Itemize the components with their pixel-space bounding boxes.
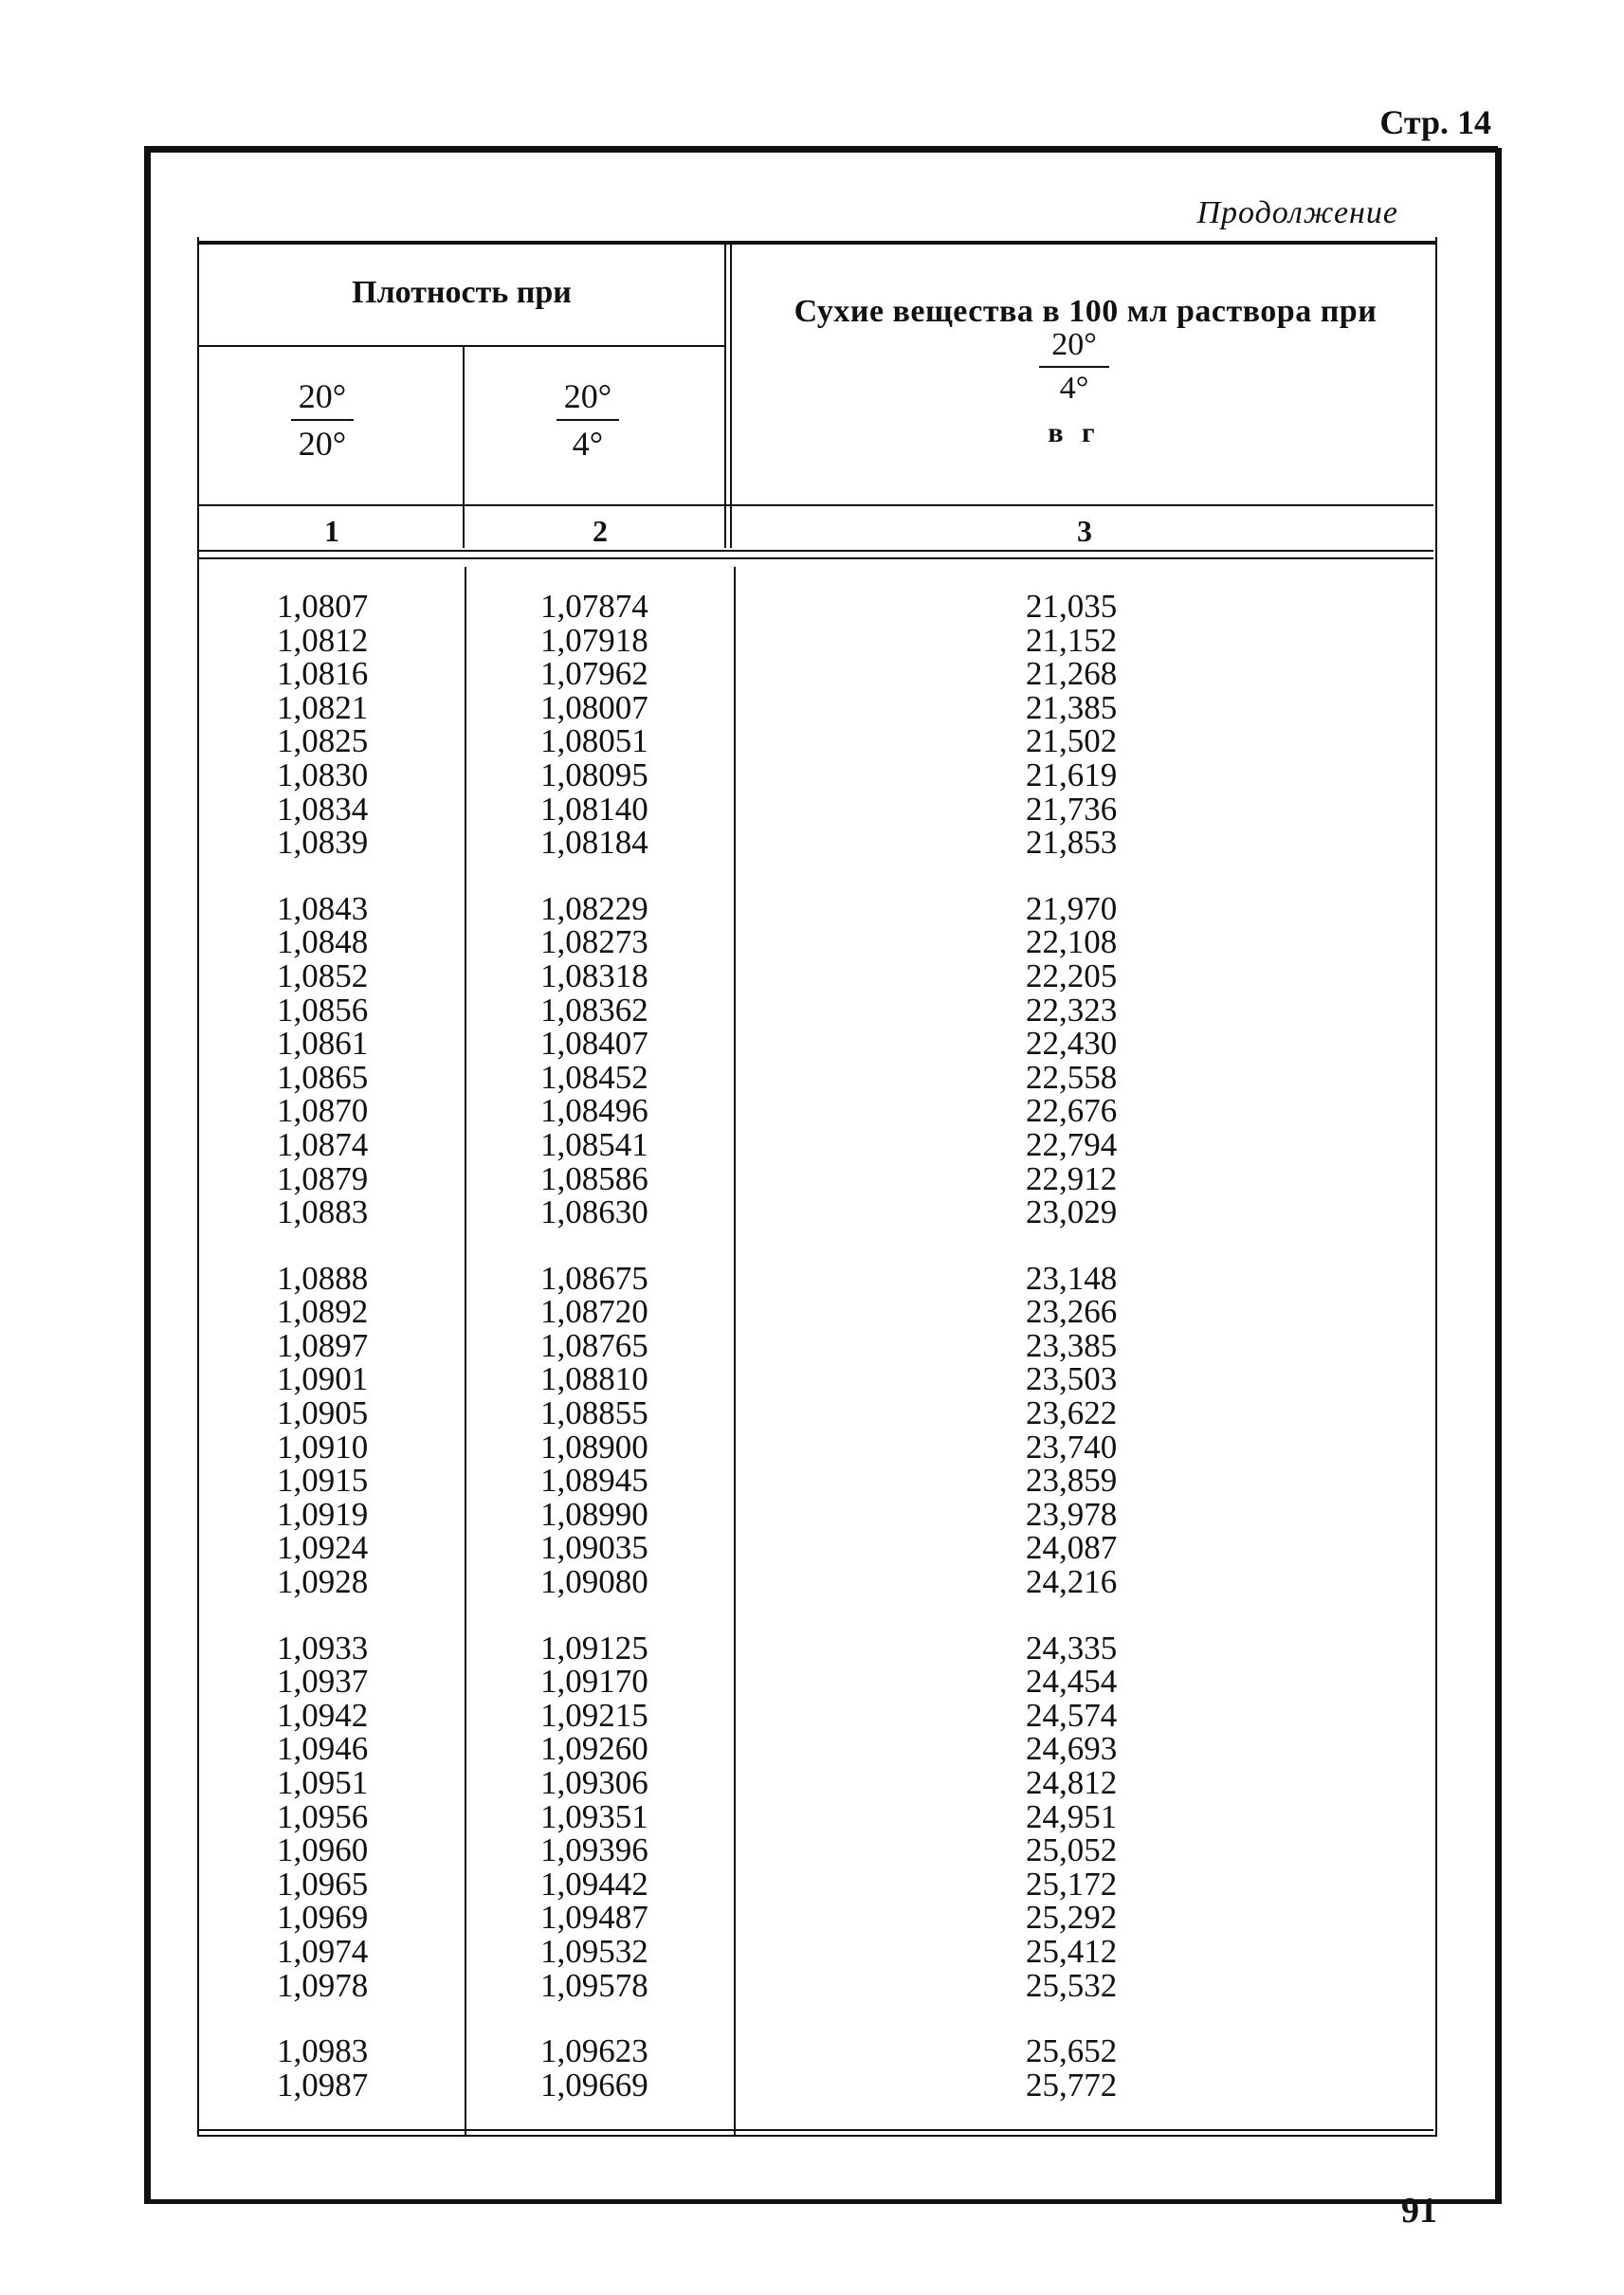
table-cell: 1,0861	[277, 1025, 369, 1063]
column-density-20-20	[277, 590, 368, 2102]
table-cell: 1,08855	[540, 1394, 648, 1432]
table-cell: 1,0905	[277, 1394, 369, 1432]
table-cell: 1,0812	[277, 621, 369, 659]
table-cell: 21,385	[1026, 688, 1118, 726]
table-cell: 1,0951	[277, 1764, 369, 1801]
divider-body-2	[734, 567, 736, 2137]
table-cell: 1,09035	[540, 1529, 648, 1567]
table-cell: 1,08810	[540, 1360, 648, 1398]
column-number-1: 1	[324, 514, 339, 548]
table-cell: 1,08229	[540, 889, 648, 927]
table-cell: 1,09125	[540, 1629, 648, 1667]
continuation-label: Продолжение	[1196, 195, 1398, 230]
table-cell: 24,693	[1026, 1730, 1118, 1768]
table-cell: 25,772	[1026, 2066, 1118, 2104]
table-cell: 1,09532	[540, 1932, 648, 1970]
group-gap	[1026, 2002, 1117, 2034]
table-cell: 21,619	[1026, 756, 1118, 793]
table-cell: 22,108	[1026, 923, 1118, 961]
density-group-heading: Плотность при	[352, 275, 572, 310]
table-cell: 1,08051	[540, 722, 648, 760]
table-cell: 1,0821	[277, 688, 369, 726]
table-cell: 1,08007	[540, 688, 648, 726]
table-cell: 1,08452	[540, 1058, 648, 1096]
table-cell: 1,0910	[277, 1428, 369, 1466]
table-cell: 1,08496	[540, 1092, 648, 1130]
table-cell: 1,08586	[540, 1159, 648, 1197]
table-cell: 1,08990	[540, 1495, 648, 1533]
table-cell: 1,08407	[540, 1025, 648, 1063]
table-cell: 22,558	[1026, 1058, 1118, 1096]
table-cell: 1,08630	[540, 1193, 648, 1231]
table-cell: 1,0825	[277, 722, 369, 760]
table-cell: 1,0960	[277, 1831, 369, 1869]
col3-denominator: 4°	[1059, 371, 1089, 406]
table-cell: 1,09669	[540, 2066, 648, 2104]
page-number: 91	[1401, 2191, 1437, 2231]
table-cell: 1,08095	[540, 756, 648, 793]
table-cell: 23,148	[1026, 1259, 1118, 1297]
table-cell: 24,951	[1026, 1797, 1118, 1835]
table-cell: 1,0897	[277, 1326, 369, 1364]
table-cell: 1,09578	[540, 1966, 648, 2004]
table-cell: 1,0848	[277, 923, 369, 961]
table-cell: 25,052	[1026, 1831, 1118, 1869]
table-cell: 1,0933	[277, 1629, 369, 1667]
table-cell: 1,0883	[277, 1193, 369, 1231]
table-cell: 1,0870	[277, 1092, 369, 1130]
table-cell: 23,029	[1026, 1193, 1118, 1231]
table-cell: 22,912	[1026, 1159, 1118, 1197]
table-cell: 22,676	[1026, 1092, 1118, 1130]
column-dry-matter	[1026, 590, 1117, 2102]
col1-denominator: 20°	[298, 425, 347, 463]
header-rule-density	[199, 345, 724, 347]
group-gap	[277, 1229, 368, 1262]
group-gap	[277, 860, 368, 892]
table-cell: 23,859	[1026, 1462, 1118, 1500]
table-cell: 1,0946	[277, 1730, 369, 1768]
table-cell: 23,266	[1026, 1293, 1118, 1331]
col3-numerator: 20°	[1051, 327, 1097, 362]
table-cell: 1,0874	[277, 1125, 369, 1163]
unit-label: в г	[1048, 417, 1101, 448]
group-gap	[540, 1599, 648, 1631]
table-cell: 21,035	[1026, 588, 1118, 625]
table-cell: 22,205	[1026, 956, 1118, 994]
col1-numerator: 20°	[298, 377, 347, 415]
table-cell: 24,216	[1026, 1563, 1118, 1601]
table-cell: 24,574	[1026, 1696, 1118, 1734]
table-cell: 23,978	[1026, 1495, 1118, 1533]
table-cell: 1,0983	[277, 2032, 369, 2070]
table-cell: 24,812	[1026, 1764, 1118, 1801]
table-cell: 1,0924	[277, 1529, 369, 1567]
table-cell: 1,0852	[277, 956, 369, 994]
col2-fraction	[550, 375, 626, 464]
table-cell: 1,08318	[540, 956, 648, 994]
divider-body-1	[465, 567, 466, 2137]
colnum-rule-1	[199, 550, 1433, 552]
col1-fraction	[284, 375, 360, 464]
table-cell: 1,08273	[540, 923, 648, 961]
column-number-2: 2	[593, 514, 608, 548]
table-cell: 1,0928	[277, 1563, 369, 1601]
divider-header-right-2	[730, 245, 732, 548]
group-gap	[540, 2002, 648, 2034]
table-cell: 22,323	[1026, 991, 1118, 1029]
table-cell: 23,622	[1026, 1394, 1118, 1432]
table-cell: 1,0879	[277, 1159, 369, 1197]
col3-fraction	[1031, 326, 1117, 408]
table-cell: 1,08362	[540, 991, 648, 1029]
fraction-bar	[291, 419, 354, 421]
table-cell: 21,268	[1026, 655, 1118, 693]
table-cell: 1,0915	[277, 1462, 369, 1500]
fraction-bar	[1039, 366, 1109, 368]
table-cell: 21,853	[1026, 824, 1118, 862]
table-cell: 24,454	[1026, 1663, 1118, 1701]
table-cell: 1,0856	[277, 991, 369, 1029]
table-cell: 1,09396	[540, 1831, 648, 1869]
table-cell: 25,412	[1026, 1932, 1118, 1970]
table-cell: 22,794	[1026, 1125, 1118, 1163]
table-cell: 1,0956	[277, 1797, 369, 1835]
column-density-20-4	[540, 590, 648, 2102]
group-gap	[1026, 1599, 1117, 1631]
group-gap	[277, 2002, 368, 2034]
table-cell: 1,09487	[540, 1899, 648, 1937]
table-cell: 1,0987	[277, 2066, 369, 2104]
table-cell: 21,736	[1026, 790, 1118, 828]
table-cell: 23,385	[1026, 1326, 1118, 1364]
group-gap	[1026, 860, 1117, 892]
table-cell: 1,07918	[540, 621, 648, 659]
table-cell: 1,08945	[540, 1462, 648, 1500]
fraction-bar	[557, 419, 619, 421]
table-cell: 1,08675	[540, 1259, 648, 1297]
table-cell: 1,0807	[277, 588, 369, 625]
table-cell: 1,07874	[540, 588, 648, 625]
table-cell: 1,0888	[277, 1259, 369, 1297]
table-cell: 1,09170	[540, 1663, 648, 1701]
header-rule-bottom	[199, 504, 1433, 506]
table-cell: 21,970	[1026, 889, 1118, 927]
table-cell: 1,09623	[540, 2032, 648, 2070]
table-cell: 1,0892	[277, 1293, 369, 1331]
table-cell: 1,0974	[277, 1932, 369, 1970]
table-cell: 1,08900	[540, 1428, 648, 1466]
table-cell: 1,07962	[540, 655, 648, 693]
col2-denominator: 4°	[572, 425, 604, 463]
table-cell: 1,09306	[540, 1764, 648, 1801]
table-cell: 1,0937	[277, 1663, 369, 1701]
table-cell: 1,0965	[277, 1865, 369, 1903]
table-cell: 1,0816	[277, 655, 369, 693]
table-cell: 25,532	[1026, 1966, 1118, 2004]
table-cell: 24,335	[1026, 1629, 1118, 1667]
group-gap	[277, 1599, 368, 1631]
table-cell: 22,430	[1026, 1025, 1118, 1063]
page-label: Стр. 14	[1379, 103, 1491, 141]
table-cell: 25,652	[1026, 2032, 1118, 2070]
table-cell: 1,08184	[540, 824, 648, 862]
column-number-3: 3	[1077, 514, 1092, 548]
divider-header-right	[724, 245, 726, 548]
table-cell: 1,0969	[277, 1899, 369, 1937]
table-cell: 1,0901	[277, 1360, 369, 1398]
table-bottom-rule	[199, 2129, 1433, 2131]
colnum-rule-2	[199, 557, 1433, 559]
table-cell: 1,0830	[277, 756, 369, 793]
table-cell: 1,08720	[540, 1293, 648, 1331]
table-cell: 1,08541	[540, 1125, 648, 1163]
group-gap	[540, 860, 648, 892]
group-gap	[1026, 1229, 1117, 1262]
table-cell: 1,09080	[540, 1563, 648, 1601]
table-cell: 1,0843	[277, 889, 369, 927]
table-cell: 23,503	[1026, 1360, 1118, 1398]
table-cell: 24,087	[1026, 1529, 1118, 1567]
table-cell: 1,0834	[277, 790, 369, 828]
table-cell: 1,08765	[540, 1326, 648, 1364]
table-cell: 21,502	[1026, 722, 1118, 760]
table-cell: 1,09260	[540, 1730, 648, 1768]
dry-matter-heading: Сухие вещества в 100 мл раствора при	[794, 294, 1378, 329]
table-cell: 25,292	[1026, 1899, 1118, 1937]
table-cell: 1,09215	[540, 1696, 648, 1734]
table-cell: 21,152	[1026, 621, 1118, 659]
table-cell: 1,0978	[277, 1966, 369, 2004]
table-cell: 1,0839	[277, 824, 369, 862]
table-cell: 1,09442	[540, 1865, 648, 1903]
table-cell: 1,0865	[277, 1058, 369, 1096]
group-gap	[540, 1229, 648, 1262]
table-cell: 1,0919	[277, 1495, 369, 1533]
table-cell: 1,09351	[540, 1797, 648, 1835]
table-cell: 1,0942	[277, 1696, 369, 1734]
table-cell: 25,172	[1026, 1865, 1118, 1903]
table-cell: 1,08140	[540, 790, 648, 828]
col2-numerator: 20°	[563, 377, 612, 415]
table-cell: 23,740	[1026, 1428, 1118, 1466]
